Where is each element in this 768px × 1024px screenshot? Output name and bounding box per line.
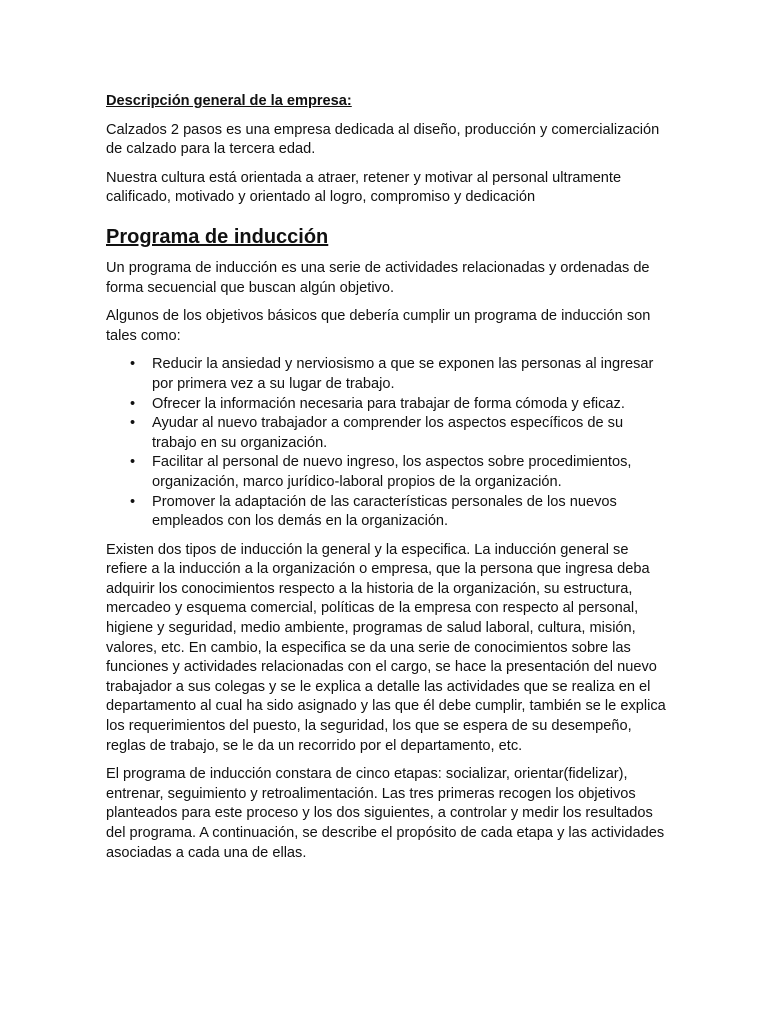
list-item-text: Facilitar al personal de nuevo ingreso, los aspectos sobre procedimientos, organización, marco jurídico-laboral propios de la organización.: [152, 454, 632, 490]
bullet: •: [130, 493, 136, 510]
bullet: •: [130, 356, 136, 373]
objectives-intro-paragraph: Algunos de los objetivos básicos que debería cumplir un programa de inducción son tales como:: [106, 308, 651, 344]
bullet: •: [130, 454, 136, 471]
list-item-text: Ayudar al nuevo trabajador a comprender los aspectos específicos de su trabajo en su organización.: [152, 415, 624, 451]
company-culture-paragraph: Nuestra cultura está orientada a atraer, retener y motivar al personal ultramente calificado, motivado y orientado al logro, compromiso y dedicación: [106, 169, 622, 206]
list-item-text: Ofrecer la información necesaria para trabajar de forma cómoda y eficaz.: [152, 395, 625, 412]
program-title: Programa de inducción: [106, 225, 329, 248]
company-description-paragraph: Calzados 2 pasos es una empresa dedicada al diseño, producción y comercialización de calzado para la tercera edad.: [106, 121, 660, 158]
induction-stages-paragraph: El programa de inducción constara de cinco etapas: socializar, orientar(fidelizar), entrenar, seguimiento y retroalimentación. Las tres primeras recogen los objetivos planteados para este proceso y los dos siguientes, a controlar y medir los resultados del programa. A continuación, se describe el propósito de cada etapa y las actividades asociadas a cada una de ellas.: [106, 766, 665, 861]
list-item-text: Promover la adaptación de las características personales de los nuevos empleados con los demás en la organización.: [152, 493, 617, 530]
company-description-heading: Descripción general de la empresa:: [106, 93, 352, 109]
list-item: [130, 493, 666, 532]
list-item: [130, 414, 666, 453]
bullet: •: [130, 395, 136, 412]
list-item: [130, 395, 666, 415]
bullet: •: [130, 415, 136, 432]
objectives-list: [106, 355, 666, 531]
list-item: [130, 453, 666, 492]
program-intro-paragraph: Un programa de inducción es una serie de actividades relacionadas y ordenadas de forma secuencial que buscan algún objetivo.: [106, 259, 650, 296]
list-item: [130, 355, 666, 394]
induction-types-paragraph: Existen dos tipos de inducción la general y la especifica. La inducción general se refiere a la inducción a la organización o empresa, que la persona que ingresa deba adquirir los conocimientos respecto a la historia de la organización, su estructura, mercadeo y esquema comercial, políticas de la empresa con respecto al personal, higiene y seguridad, medio ambiente, programas de salud laboral, cultura, misión, valores, etc. En cambio, la especifica se da una serie de conocimientos sobre las funciones y actividades relacionadas con el cargo, se hace la presentación del nuevo trabajador a sus colegas y se le explica a detalle las actividades que se realiza en el departamento al cual ha sido asignado y las que él debe cumplir, también se le explica los requerimientos del puesto, la seguridad, los que se espera de su desempeño, reglas de trabajo, se le da un recorrido por el departamento, etc.: [106, 541, 666, 754]
document-page: [106, 92, 666, 872]
list-item-text: Reducir la ansiedad y nerviosismo a que se exponen las personas al ingresar por primera vez a su lugar de trabajo.: [152, 356, 654, 392]
